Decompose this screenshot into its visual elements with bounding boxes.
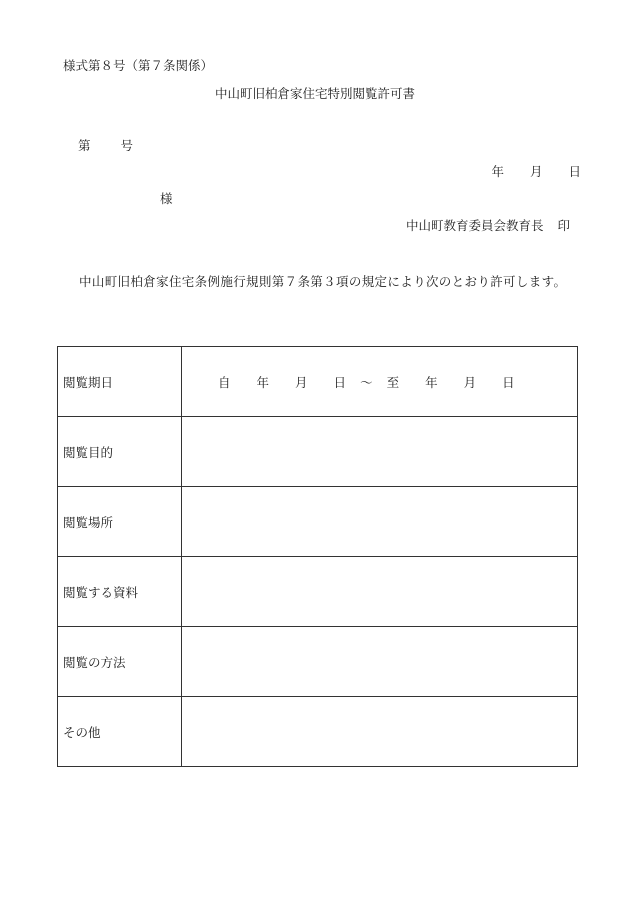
row-label-other: その他 — [58, 697, 182, 767]
number-prefix: 第 — [78, 138, 91, 153]
issuer-name: 中山町教育委員会教育長 — [405, 218, 544, 233]
period-tilde: ～ — [360, 374, 373, 390]
form-number: 様式第８号（第７条関係） — [63, 58, 214, 73]
date-day: 日 — [568, 164, 581, 179]
row-label-method: 閲覧の方法 — [58, 627, 182, 697]
document-number-line — [78, 140, 133, 153]
period-year-from: 年 — [256, 374, 270, 390]
period-month-from: 月 — [295, 374, 308, 390]
table-row — [58, 347, 578, 417]
period-to: 至 — [386, 374, 400, 390]
materials-cell — [182, 557, 578, 627]
issuer-seal: 印 — [557, 218, 570, 233]
period-day-from: 日 — [333, 374, 347, 390]
purpose-cell — [182, 417, 578, 487]
document-title: 中山町旧柏倉家住宅特別閲覧許可書 — [214, 86, 415, 101]
table-row — [58, 557, 578, 627]
issuer-line — [406, 220, 570, 233]
period-year-to: 年 — [425, 374, 438, 390]
table-row — [58, 487, 578, 557]
period-day-to: 日 — [502, 374, 515, 390]
row-label-purpose: 閲覧目的 — [58, 417, 182, 487]
table-row — [58, 627, 578, 697]
table-row — [58, 417, 578, 487]
row-label-place: 閲覧場所 — [58, 487, 182, 557]
period-cell — [182, 347, 578, 417]
number-suffix: 号 — [120, 138, 134, 153]
issue-date-line — [491, 166, 581, 179]
date-month: 月 — [529, 164, 543, 179]
other-cell — [182, 697, 578, 767]
method-cell — [182, 627, 578, 697]
addressee-suffix: 様 — [160, 191, 173, 206]
date-year: 年 — [491, 164, 504, 179]
table-row — [58, 697, 578, 767]
period-from: 自 — [218, 374, 231, 390]
row-label-materials: 閲覧する資料 — [58, 557, 182, 627]
permit-details-table — [57, 346, 578, 767]
place-cell — [182, 487, 578, 557]
period-range — [182, 373, 577, 391]
permit-body-text: 中山町旧柏倉家住宅条例施行規則第７条第３項の規定により次のとおり許可します。 — [79, 274, 567, 289]
period-month-to: 月 — [463, 374, 477, 390]
row-label-period: 閲覧期日 — [58, 347, 182, 417]
